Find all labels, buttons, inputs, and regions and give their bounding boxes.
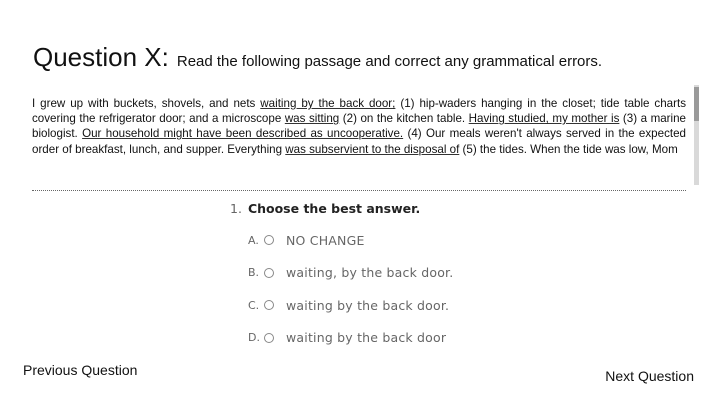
- passage-segment: (1) hip-waders hanging in the closet; tide table charts covering the refrigerator door; and a microscope: [32, 97, 686, 126]
- passage-segment: (2) on the kitchen table.: [339, 112, 469, 126]
- underlined-segment-3: Having studied, my mother is: [468, 112, 620, 126]
- previous-question-button[interactable]: Previous Question: [23, 362, 138, 378]
- passage-segment: I grew up with buckets, shovels, and nets: [32, 97, 261, 110]
- question-instruction: Read the following passage and correct any grammatical errors.: [176, 53, 603, 70]
- option-letter: A.: [248, 233, 259, 247]
- option-text: waiting by the back door: [286, 330, 447, 345]
- underlined-segment-4: Our household might have been described as uncooperative.: [82, 127, 404, 141]
- radio-button[interactable]: [264, 333, 274, 343]
- option-d[interactable]: [248, 328, 590, 348]
- passage-text: [32, 96, 686, 157]
- question-prompt-text: Choose the best answer.: [247, 201, 421, 216]
- radio-button[interactable]: [264, 300, 274, 310]
- passage-segment: (3) a marine biologist.: [32, 112, 686, 141]
- underlined-segment-1: waiting by the back door;: [260, 97, 396, 110]
- next-question-button[interactable]: Next Question: [605, 368, 694, 384]
- question-block: [230, 201, 590, 360]
- scrollbar-thumb[interactable]: [694, 87, 699, 121]
- underlined-segment-5: was subservient to the disposal of: [285, 142, 460, 156]
- question-label: Question X:: [33, 42, 169, 72]
- option-text: NO CHANGE: [286, 232, 365, 248]
- question-number: 1.: [230, 201, 242, 216]
- passage-segment: (5) the tides. When the tide was low, Mom: [459, 142, 678, 156]
- option-letter: D.: [248, 331, 260, 344]
- radio-button[interactable]: [264, 268, 274, 278]
- option-text: waiting, by the back door.: [286, 265, 454, 280]
- passage-panel[interactable]: [32, 96, 686, 191]
- question-title: [33, 42, 602, 73]
- option-letter: C.: [248, 298, 260, 312]
- option-letter: B.: [248, 266, 260, 279]
- option-a[interactable]: [248, 230, 590, 250]
- option-text: waiting by the back door.: [286, 297, 450, 313]
- option-c[interactable]: [248, 295, 590, 315]
- passage-segment: (4) Our meals weren't always served in the expected order of breakfast, lunch, and supper. Everything: [32, 127, 686, 156]
- question-prompt: [230, 201, 590, 216]
- radio-button[interactable]: [264, 235, 274, 245]
- underlined-segment-2: was sitting: [284, 112, 340, 126]
- passage-scrollbar[interactable]: [694, 85, 699, 185]
- option-b[interactable]: [248, 263, 590, 283]
